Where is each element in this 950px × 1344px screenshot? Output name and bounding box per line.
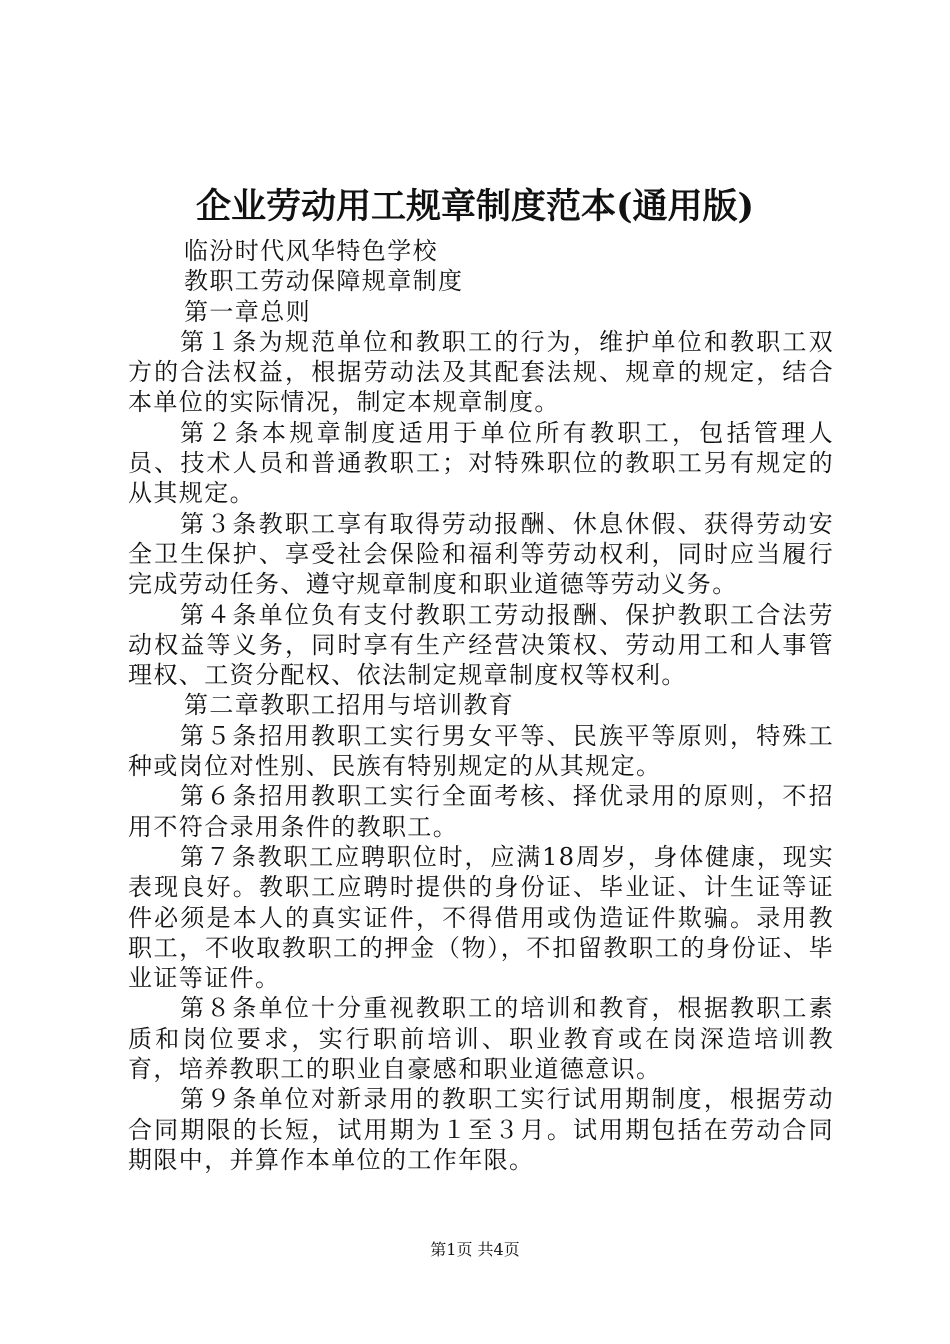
document-title: 企业劳动用工规章制度范本(通用版) (195, 186, 755, 227)
article-paragraph: 第７条教职工应聘职位时，应满18周岁，身体健康，现实表现良好。教职工应聘时提供的身份证、毕业证、计生证等证件必须是本人的真实证件，不得借用或伪造证件欺骗。录用教职工，不收取教职工的押金（物），不扣留教职工的身份证、毕业证等证件。 (128, 842, 834, 993)
article-paragraph: 第９条单位对新录用的教职工实行试用期制度，根据劳动合同期限的长短，试用期为１至３月。试用期包括在劳动合同期限中，并算作本单位的工作年限。 (128, 1085, 834, 1174)
article-paragraph: 第３条教职工享有取得劳动报酬、休息休假、获得劳动安全卫生保护、享受社会保险和福利等劳动权利，同时应当履行完成劳动任务、遵守规章制度和职业道德等劳动义务。 (128, 509, 834, 599)
chapter-heading: 第二章教职工招用与培训教育 (184, 691, 515, 720)
article-paragraph: 第６条招用教职工实行全面考核、择优录用的原则，不招用不符合录用条件的教职工。 (128, 782, 834, 841)
article-paragraph: 第４条单位负有支付教职工劳动报酬、保护教职工合法劳动权益等义务，同时享有生产经营决策权、劳动用工和人事管理权、工资分配权、依法制定规章制度权等权利。 (128, 600, 834, 690)
article-paragraph: 第２条本规章制度适用于单位所有教职工，包括管理人员、技术人员和普通教职工；对特殊职位的教职工另有规定的从其规定。 (128, 418, 834, 508)
regulation-name: 教职工劳动保障规章制度 (184, 267, 464, 296)
article-paragraph: 第８条单位十分重视教职工的培训和教育，根据教职工素质和岗位要求，实行职前培训、职业教育或在岗深造培训教育，培养教职工的职业自豪感和职业道德意识。 (128, 994, 834, 1084)
document-body (128, 236, 834, 1175)
school-name: 临汾时代风华特色学校 (184, 237, 438, 265)
article-paragraph: 第５条招用教职工实行男女平等、民族平等原则，特殊工种或岗位对性别、民族有特别规定的从其规定。 (128, 721, 834, 781)
chapter-heading: 第一章总则 (184, 297, 311, 326)
page-number: 第1页 共4页 (430, 1240, 520, 1259)
article-paragraph: 第１条为规范单位和教职工的行为，维护单位和教职工双方的合法权益，根据劳动法及其配套法规、规章的规定，结合本单位的实际情况，制定本规章制度。 (128, 327, 834, 417)
